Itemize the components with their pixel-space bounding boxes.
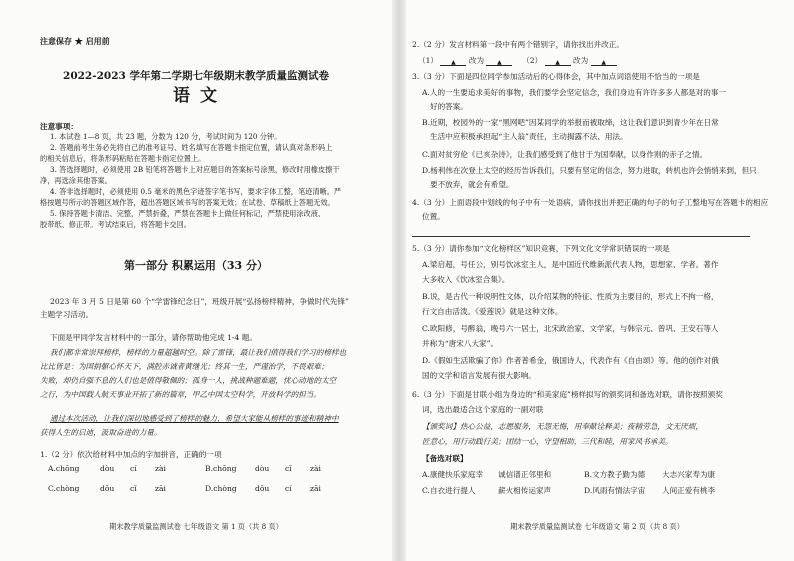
question-2: 2.（2 分）发言材料第一段中有两个错别字，请你找出并改正。 (412, 40, 624, 49)
q1-option-c-2: dǒu (100, 484, 115, 493)
q1-option-a-2: dòu (100, 464, 115, 473)
couplet-b-1: B.文方教子勤为德 (584, 470, 646, 479)
q2-blank: ▲ (440, 58, 466, 66)
couplet-b-2: 大志兴家寿为康 (662, 470, 716, 479)
q5-option-b: B.说，是古代一种说明性文体，以介绍某物的特征、性质为主要目的，形式上不拘一格， (422, 292, 719, 301)
q1-option-d-2: dǒu (255, 484, 270, 493)
intro-line: 2023 年 3 月 5 日是第 60 个“学雷锋纪念日”，班级开展“弘扬榜样精神，争做时代先锋” (50, 297, 349, 306)
section-divider (412, 236, 750, 237)
underlined-sentence: 通过本次活动，让我们深切地感受到了榜样的魅力，希望大家能从榜样的事迹和精神中 (50, 414, 339, 423)
award-statement-cont: 匠意心，用行动践行美；团结一心，守望相助，三代和睦，用家风书承美。 (422, 437, 673, 446)
couplet-a-1: A.康健快乐家庭幸 (422, 470, 484, 479)
q1-option-b-4: zài (310, 464, 321, 473)
q3-option-b: B.近期，校园外的一家“黑网吧”因某同学的举报而被取缔，这让我们意识到青少年在日常 (422, 118, 719, 127)
instruction-line: 净，再选涂其他答案。 (40, 176, 112, 185)
question-1: 1.（2 分）依次给材料中加点的字加拼音，正确的一项 (40, 450, 222, 459)
q2-label-2: （2） (522, 56, 543, 65)
q2-answer-line (418, 56, 617, 66)
couplet-c-2: 薪火相传运家声 (498, 486, 552, 495)
intro-line: 下面是甲同学发言材料中的一部分，请你帮助他完成 1-4 题。 (50, 333, 257, 342)
award-statement: 【颁奖词】热心公益，志愿服务，无怨无悔，用奉献诠释美；夜精劳急，文无厌烦， (422, 422, 703, 431)
question-6-cont: 词，选出最适合这个家庭的一副对联 (422, 405, 544, 414)
question-4-cont: 位置。 (422, 212, 445, 221)
instruction-line: 格按题号所示的答题区域作答，超出答题区域书写的答案无效；在试卷、草稿纸上答题无效。 (40, 198, 335, 207)
instruction-line: 3. 答选择题时，必须使用 2B 铅笔将答题卡上对应题目的答案标号涂黑，修改时用橡皮擦干 (50, 165, 340, 174)
q3-option-d-cont: 要不放弃，就会有希望。 (430, 180, 514, 189)
exam-title: 2022-2023 学年第二学期七年级期末教学质量监测试卷 (63, 70, 329, 82)
q1-option-a-3: cí (130, 464, 137, 473)
q1-option-a-4: zài (155, 464, 166, 473)
q5-option-d-cont: 国的文学和语言发展有很大影响。 (422, 371, 536, 380)
question-4: 4.（3 分）上面语段中划线的句子中有一处语病，请你找出并把正确的句子的句子工整地写在答题卡的相应 (412, 198, 769, 207)
q2-label-1: （1） (418, 56, 439, 65)
instruction-line: 1. 本试卷 1—8 页，共 23 题，分数为 120 分，考试时间为 120 分钟。 (50, 132, 282, 141)
q3-option-c: C.面对贫穷伦《已亥杂诗》，让我们感受到了他甘于为国奉献，以身作则的赤子之情。 (422, 150, 708, 159)
q2-blank: ▲ (545, 58, 571, 66)
passage-line: 比比皆是：为国捐躯心怀天下，满腔赤诚者黄继光；终其一生，严谨治学，不畏艰难； (40, 362, 329, 371)
q1-option-d-3: cí (285, 484, 292, 493)
instruction-line: 4. 答非选择题时，必须使用 0.5 毫米的黑色字迹签字笔书写，要求字体工整，笔迹清晰。严 (50, 187, 342, 196)
q1-option-b-3: cǐ (285, 464, 292, 473)
couplet-d-1: D.风雨有情法字宙 (584, 486, 646, 495)
q1-option-a: A.chōng (48, 464, 80, 473)
passage-line: 之行，为中国载人航天事业开拓了新的篇章，甲乙中国太空科学，开放科学的担当。 (40, 390, 321, 399)
instructions-title: 注意事项： (40, 122, 78, 131)
q5-option-a-cont: 大多收入《饮冰室合集》。 (422, 275, 510, 284)
q5-option-c-cont: 并称为“唐宋八大家”。 (422, 339, 499, 348)
left-footer: 期末教学质量监测试卷 七年级语文 第 1 页（共 8 页） (109, 522, 283, 531)
q1-option-d: D.chòng (205, 484, 237, 493)
q5-option-c: C.欧阳修，号醉翁，晚号六一居士，北宋政治家、文学家，与韩宗元、曾巩、王安石等人 (422, 324, 719, 333)
passage-line: 失败，却仍自强不息的人们也是值得敬佩的；孤身一人，挑战种题难题，忧心动地的太空 (40, 376, 337, 385)
right-footer: 期末教学质量监测试卷 七年级语文 第 2 页（共 8 页） (510, 522, 684, 531)
q5-option-a: A.梁启超，号任公，别号饮冰室主人，是中国近代维新派代表人物，思想家、学者。著作 (422, 260, 719, 269)
q3-option-b-cont: 生活中应积极承担起“主人翁”责任，主动揭露不法、用法。 (430, 132, 628, 141)
q5-option-b-cont: 行文自由活泼。《爱莲说》就是这种文体。 (422, 307, 563, 316)
question-6: 6.（3 分）下面是甘联小组为身边的“和美家庭”榜样拟写的颁奖词和备选对联，请你按照颁奖 (412, 390, 723, 399)
q2-change-to: 改为 (573, 56, 589, 65)
passage-line: 我们都非常崇拜榜样，榜样的力量超越时空。除了雷锋，最让我们值得我们学习的榜样也 (50, 348, 347, 357)
passage-line: 获得人生的启迪，汲取奋进的力量。 (40, 428, 162, 437)
q2-change-to: 改为 (468, 56, 485, 65)
couplet-d-2: 人间正爱有桃李 (662, 486, 716, 495)
right-page (400, 0, 794, 561)
confidential-notice: 注意保存 ★ 启用前 (40, 36, 110, 46)
q1-option-b-2: dòu (255, 464, 270, 473)
q3-option-d: D.杨利伟在次登上太空的经历告诉我们，只要有坚定的信念，努力进取，转机也许会悄悄来到，但只 (422, 166, 757, 175)
intro-line: 主题学习活动。 (40, 310, 94, 319)
instruction-line: 5. 保持答题卡清洁、完整，严禁折叠，严禁在答题卡上做任何标记，严禁使用涂改液、 (50, 209, 326, 218)
q1-option-b: B.chōng (205, 464, 237, 473)
q1-option-c-3: cǐ (130, 484, 137, 493)
q1-option-c-4: zāi (155, 484, 166, 493)
left-page (0, 0, 392, 561)
q2-blank: ▲ (591, 58, 617, 66)
q5-option-d: D.《假如生活欺骗了你》作者普希金，俄国诗人，代表作有《自由颂》等。他的创作对俄 (422, 356, 719, 365)
instruction-line: 2. 答题前考生务必先将自己的准考证号、姓名填写在答题卡指定位置，请认真对条形码上 (50, 143, 333, 152)
q3-option-a-cont: 好的答案。 (430, 102, 468, 111)
q3-option-a: A.人的一生要追求美好的事物，我们要学会坚定信念，我们身边有许许多多人都是对的事一 (422, 88, 727, 97)
q2-blank: ▲ (486, 58, 512, 66)
couplet-c-1: C.自衣进行提人 (422, 486, 476, 495)
question-5: 5.（3 分）请你参加“文化榜样区”知识竞赛，下列文化文学常识错误的一项是 (412, 244, 670, 253)
subject-title: 语 文 (173, 86, 219, 106)
instruction-line: 的相关信息后，将条形码粘贴在答题卡指定位置上。 (40, 154, 206, 163)
instruction-line: 胶带纸、修正带。考试结束后，将答题卡交回。 (40, 220, 191, 229)
question-3: 3.（3 分）下面是四位同学参加活动后的心得体会，其中加点词语使用不恰当的一项是 (412, 72, 700, 81)
q1-option-c: C.chòng (48, 484, 80, 493)
couplets-title: 【备选对联】 (422, 454, 468, 463)
q1-option-d-4: zāi (310, 484, 321, 493)
section-title: 第一部分 积累运用（33 分） (124, 259, 268, 272)
couplet-a-2: 诚信谱正邻里和 (498, 470, 552, 479)
